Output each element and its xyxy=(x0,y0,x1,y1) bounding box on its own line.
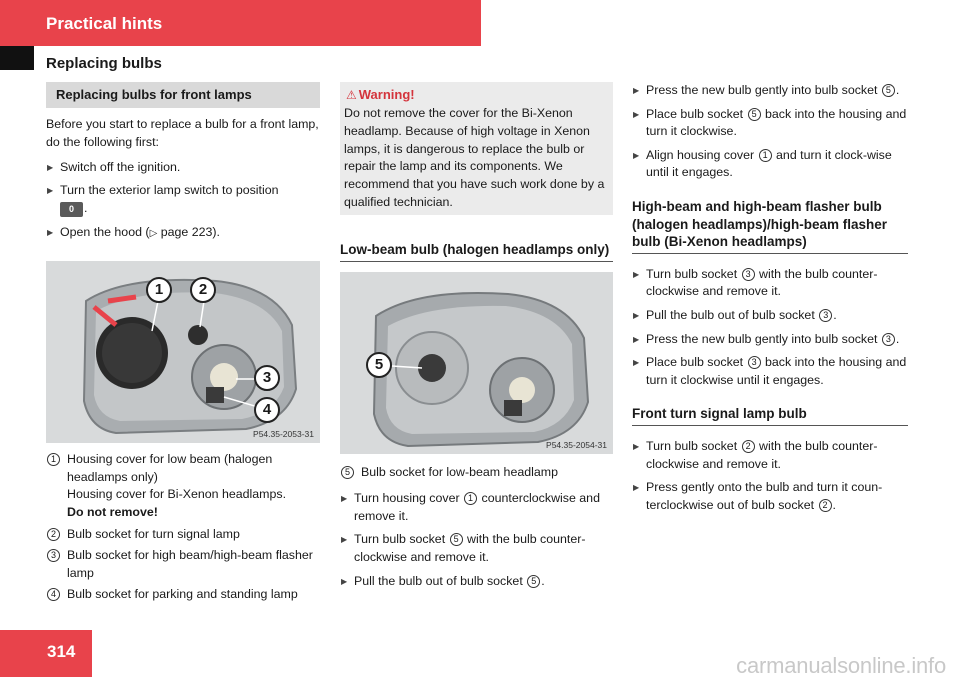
lamp-switch-key-icon: 0 xyxy=(60,202,83,217)
section-heading-turn-signal: Front turn signal lamp bulb xyxy=(632,405,908,426)
legend-item-5: 5 Bulb socket for low-beam headlamp xyxy=(340,464,613,482)
callout-3: 3 xyxy=(254,365,280,391)
page-reference-link[interactable]: page 223). xyxy=(157,224,220,239)
headlamp-illustration-1 xyxy=(46,261,320,443)
chapter-title: Practical hints xyxy=(46,14,163,33)
callout-4: 4 xyxy=(254,397,280,423)
step-hb-turn-socket: ▶ Turn bulb socket 3 with the bulb counter-clockwise and remove it. xyxy=(632,266,908,301)
callout-5: 5 xyxy=(366,352,392,378)
warning-text: Do not remove the cover for the Bi-Xenon headlamp. Because of high voltage in Xenon lamps, it is dangerous to replace the bulb or repair the lamp and its components. We recommend that you have such work done by a qualified technician. xyxy=(344,106,605,209)
step-hb-pull-bulb: ▶ Pull the bulb out of bulb socket 3 . xyxy=(632,307,908,325)
step-hb-press-bulb: ▶ Press the new bulb gently into bulb socket 3 . xyxy=(632,331,908,349)
intro-text: Before you start to replace a bulb for a front lamp, do the following first: xyxy=(46,117,319,150)
legend-item-1: 1 Housing cover for low beam (halogen headlamps only) Housing cover for Bi-Xenon headlamps. Do not remove! xyxy=(46,451,320,521)
step-pull-bulb: ▶ Pull the bulb out of bulb socket 5 . xyxy=(340,573,613,591)
step-align-cover: ▶ Align housing cover 1 and turn it clock-wise until it engages. xyxy=(632,147,908,182)
section-tab-marker xyxy=(0,46,34,70)
legend-item-4: 4 Bulb socket for parking and standing lamp xyxy=(46,586,320,604)
section-subtitle: Replacing bulbs xyxy=(46,55,162,72)
step-turn-bulb-socket: ▶ Turn bulb socket 5 with the bulb counter-clockwise and remove it. xyxy=(340,531,613,566)
watermark: carmanualsonline.info xyxy=(736,653,946,677)
image-reference: P54.35-2054-31 xyxy=(546,439,607,450)
step-open-hood: ▶ Open the hood (▷ page 223). xyxy=(46,224,320,242)
callout-1: 1 xyxy=(146,277,172,303)
headlamp-photo-2 xyxy=(340,272,613,454)
column-3 xyxy=(632,82,908,520)
page-ref-triangle-icon: ▷ xyxy=(149,227,158,239)
warning-box xyxy=(340,82,613,215)
callout-2: 2 xyxy=(190,277,216,303)
section-heading-high-beam: High-beam and high-beam flasher bulb (halogen headlamps)/high-beam flasher bulb (Bi-Xenon headlamps) xyxy=(632,198,908,254)
column-2 xyxy=(340,82,613,596)
legend-number: 2 xyxy=(47,528,60,541)
warning-title: ⚠ Warning! xyxy=(346,87,415,102)
step-place-socket: ▶ Place bulb socket 5 back into the housing and turn it clockwise. xyxy=(632,106,908,141)
section-heading-front-lamps: Replacing bulbs for front lamps xyxy=(46,82,320,108)
legend-number: 1 xyxy=(47,453,60,466)
step-ts-press-bulb: ▶ Press gently onto the bulb and turn it coun-terclockwise out of bulb socket 2 . xyxy=(632,479,908,514)
legend-number: 5 xyxy=(341,466,354,479)
headlamp-photo-1 xyxy=(46,261,320,443)
legend-number: 4 xyxy=(47,588,60,601)
step-ts-turn-socket: ▶ Turn bulb socket 2 with the bulb counter-clockwise and remove it. xyxy=(632,438,908,473)
column-1 xyxy=(46,82,320,608)
legend-item-3: 3 Bulb socket for high beam/high-beam flasher lamp xyxy=(46,547,320,582)
step-hb-place-socket: ▶ Place bulb socket 3 back into the housing and turn it clockwise until it engages. xyxy=(632,354,908,389)
page-number: 314 xyxy=(47,642,76,661)
image-reference: P54.35-2053-31 xyxy=(253,429,314,440)
legend-item-2: 2 Bulb socket for turn signal lamp xyxy=(46,526,320,544)
step-lamp-switch: ▶ Turn the exterior lamp switch to position 0 . xyxy=(46,182,320,217)
step-switch-off-ignition: ▶ Switch off the ignition. xyxy=(46,159,320,177)
step-press-new-bulb: ▶ Press the new bulb gently into bulb socket 5 . xyxy=(632,82,908,100)
warning-triangle-icon: ⚠ xyxy=(346,88,357,102)
section-heading-low-beam: Low-beam bulb (halogen headlamps only) xyxy=(340,241,613,262)
step-turn-housing-cover: ▶ Turn housing cover 1 counterclockwise and remove it. xyxy=(340,490,613,525)
page-number-box xyxy=(0,630,92,677)
legend-number: 3 xyxy=(47,549,60,562)
